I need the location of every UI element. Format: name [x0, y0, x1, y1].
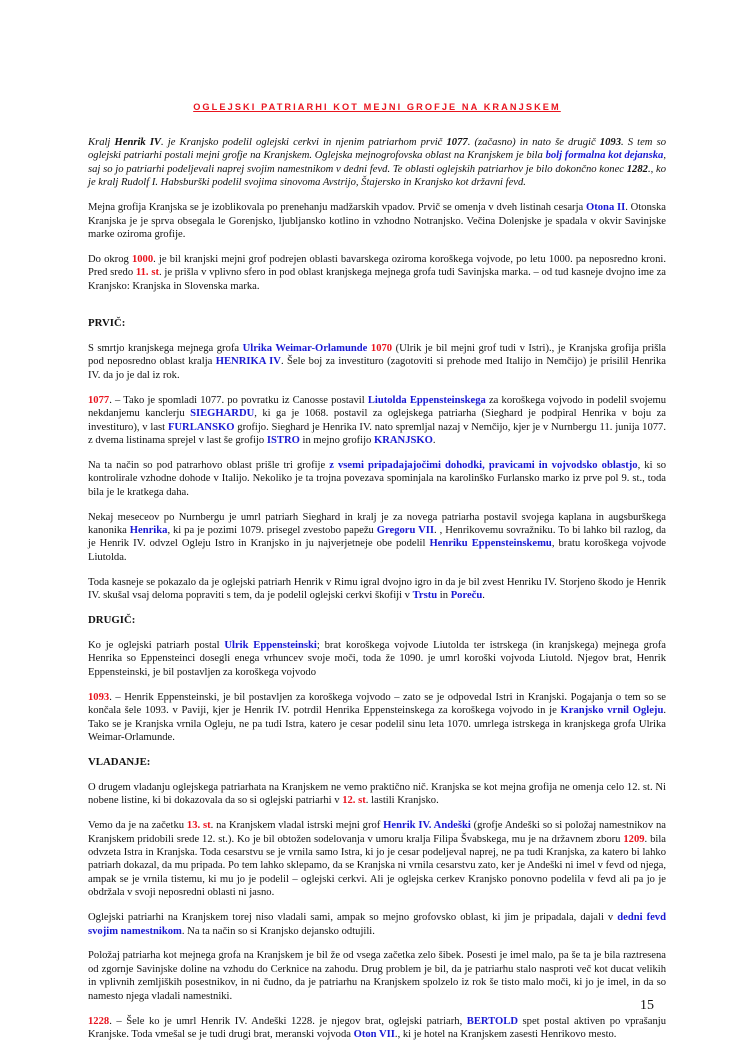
text: . je prišla v vplivno sfero in pod oblast kranjskega mejnega grofa tudi Savinjska marka. – od tud kasneje dvojno ime za Kranjsko: Kranjska in Slovenska marka.: [88, 267, 666, 292]
paragraph: [88, 253, 666, 293]
highlighted-date: 13. st: [186, 820, 211, 832]
text: (Ulrik je bil mejni grof tudi v Istri)., je Kranjska grofija prišla pod neposredno oblast kralja: [88, 343, 666, 368]
text: (grofje Andeški so si položaj namestnikov na Kranjskem pridobili srede 12. st.). Ko je bil obtožen sodelovanja v umoru kralja Filipa Švabskega, mu je na državnem zboru: [88, 820, 666, 845]
text: Ko je oglejski patriarh postal: [88, 640, 225, 652]
text: . Otonska Kranjska je je sprva obsegala le Gorenjsko, ljubljansko kotlino in vzhodno Notranjsko. Večina Dolenjske je spadala v okvir Savinjske marke oziroma grofije.: [88, 202, 666, 240]
text: .: [432, 435, 436, 446]
text: . – Henrik Eppensteinski, je bil postavljen za koroškega vojvodo – zato se je odpovedal Istri in Kranjski. Pogajanja o tem so se končala šele 1093. v Paviji, kjer je Henrik IV. potrdil Henrika Eppensteinskega za koroškega vojvodo in je: [88, 691, 666, 717]
text: , ki so kontrolirale vzhodne dohode v Italijo. Nekoliko je ta trojna povezava spominjala na karolinško Furlansko marko iz prve pol 9. st., toda bila je le kratkega daha.: [88, 459, 666, 498]
highlighted-name: z vsemi pripadajajočimi dohodki, pravicami in vojvodsko oblastjo: [329, 459, 638, 471]
page-number: 15: [640, 998, 654, 1013]
text: , ki ga je 1068. postavil za oglejskega patriarha (Sieghard je podpiral Henrika v boju za investituro), v last: [88, 408, 666, 433]
bold-text: Henrik IV: [114, 137, 162, 148]
highlighted-date: 1070: [370, 343, 393, 355]
text: . bila odvzeta Istra in Kranjska. Toda cesarstvu se je vrnila samo Istra, ki jo je cesar podeljeval naprej, ne pa tudi Kranjska, za katero bi lahko patriarh dokazal, da mu pripada. Po tem lahko sklepamo, da se Kranjska ni vrnila cesarstvu zato, ker je Andeški ni imel v fevd od njega, ampak se je vrnila tistemu, ki mu jo je podelil – oglejski cerkvi. Ali je oglejska cerkev Kranjsko ponovno podelila v fevd ali pa jo je obdržala v svoji neposredni oblasti ni jasno.: [88, 833, 666, 899]
text: . , Henrikovemu sovražniku. To bi lahko bil razlog, da je Henrik IV. odvzel Ogleju Istro in Kranjsko in ju najverjetneje obe podelil: [88, 525, 666, 550]
highlighted-name: bolj formalna kot dejanska: [545, 150, 664, 162]
highlighted-date: 1228: [88, 1015, 110, 1027]
text: . na Kranjskem vladal istrski mejni grof: [210, 820, 384, 832]
highlighted-name: KRANJSKO: [374, 435, 433, 446]
highlighted-date: 1000: [131, 253, 154, 265]
text: Oglejski patriarhi na Kranjskem torej niso vladali sami, ampak so mejno grofovsko oblast, ki jim je pripadala, dajali v: [88, 912, 618, 924]
highlighted-date: 1093: [88, 691, 110, 703]
highlighted-name: dedni fevd svojim namestnikom: [88, 912, 666, 937]
paragraph: [88, 459, 666, 499]
text: in mejno grofijo: [299, 435, 375, 446]
highlighted-name: Gregoru VII: [376, 525, 435, 537]
text: Mejna grofija Kranjska se je izoblikovala po prenehanju madžarskih vpadov. Prvič se omenja v dveh listinah cesarja: [88, 202, 586, 214]
paragraph: [88, 1015, 666, 1042]
highlighted-name: SIEGHARDU: [190, 408, 255, 420]
highlighted-name: Poreču: [450, 590, 483, 602]
text: Kralj: [88, 137, 115, 148]
document-body: [88, 136, 666, 1041]
document-page: [88, 102, 666, 1053]
bold-text: 1077: [446, 137, 468, 148]
paragraph: [88, 201, 666, 241]
text: . je bil kranjski mejni grof podrejen oblasti bavarskega oziroma koroškega vojvode, po letu 1000. pa neposredno kroni. Pred sredo: [88, 253, 666, 279]
text: , saj so jo patriarhi podeljevali naprej svojim namestnikom v dedni fevd. Te oblasti oglejskih patriarhov je bilo dokončno konec: [88, 150, 666, 175]
paragraph: [88, 781, 666, 808]
text: Vemo da je na začetku: [88, 820, 187, 832]
text: za koroškega vojvodo in podelil svojemu nekdanjemu kanclerju: [88, 394, 666, 420]
text: grofijo. Sieghard je Henrika IV. nato spremljal nazaj v Nemčijo, kjer je v Nurnbergu 11. junija 1077. z dvema listinama sprejel v last še grofijo: [88, 421, 666, 446]
text: Na ta način so pod patrarhovo oblast prišle tri grofije: [88, 459, 330, 471]
text: Položaj patriarha kot mejnega grofa na Kranjskem je bil že od vsega začetka zelo šibek. Posesti je imel malo, pa še ta je bila raztresena od zgornje Savinjske doline na vzhodu do Cerknice na zahodu. Drug problem je bil, da je patriarhu stalo nasproti več kot ducat velikih in vplivnih zemljiških posestnikov, in ni čudno, da je patriarhu na Kranjskem spolzelo iz rok še tisto malo moči, ki jo je imel, in da so namesto njega vladali namestniki.: [88, 950, 666, 1002]
highlighted-name: Otona II: [585, 202, 626, 214]
paragraph: [88, 511, 666, 565]
text: , ki pa je pozimi 1079. prisegel zvestobo papežu: [167, 525, 377, 537]
highlighted-name: Kranjsko vrnil Ogleju: [560, 705, 664, 717]
paragraph: [88, 911, 666, 938]
text: . S tem so oglejski patriarhi postali mejni grofje na Kranjskem. Oglejska mejnogrofovska oblast na Kranjskem je bila: [88, 137, 666, 162]
text: O drugem vladanju oglejskega patriarhata na Kranjskem ne vemo praktično nič. Kranjska se kot mejna grofija ne omenja celo 12. st. Ni nobene listine, ki bi dokazovala da so si oglejski patriarhi v: [88, 781, 666, 807]
highlighted-name: Henrika: [129, 525, 168, 537]
highlighted-date: 1077: [88, 394, 110, 406]
text: , bratu koroškega vojvode Liutolda.: [88, 538, 666, 563]
text: . lastili Kranjsko.: [365, 795, 439, 807]
text: . Tako se je Kranjska vrnila Ogleju, ne pa tudi Istra, katero je cesar podelil sinu leta 1070. umrlega istrskega in kranjskega grofa Ulrika Weimar-Orlamunde.: [88, 705, 666, 743]
text: ., ko je kralj Rudolf I. Habsburški podelil svojima sinovoma Avstrijo, Štajersko in Kranjsko kot državni fevd.: [88, 163, 666, 189]
highlighted-name: Henriku Eppensteinskemu: [429, 538, 552, 550]
bold-text: 1093: [599, 137, 621, 148]
highlighted-date: 12. st: [342, 795, 366, 807]
text: S smrtjo kranjskega mejnega grofa: [88, 343, 243, 355]
highlighted-name: Liutolda Eppensteinskega: [367, 394, 486, 406]
paragraph: [88, 691, 666, 745]
paragraph: [88, 949, 666, 1003]
highlighted-name: Oton VII: [353, 1029, 395, 1040]
highlighted-name: Ulrika Weimar-Orlamunde: [242, 343, 368, 355]
text: Nekaj meseceov po Nurnbergu je umrl patriarh Sieghard in kralj je za novega patriarha postavil svojega kaplana in augsburškega kanonika: [88, 511, 666, 537]
text: . je Kranjsko podelil oglejski cerkvi in njenim patriarhom prvič: [161, 137, 447, 148]
page-title: OGLEJSKI PATRIARHI KOT MEJNI GROFJE NA KRANJSKEM: [193, 102, 561, 112]
text: .: [482, 590, 485, 602]
highlighted-name: HENRIKA IV: [215, 356, 281, 368]
paragraph: [88, 576, 666, 603]
text: . – Tako je spomladi 1077. po povratku iz Canosse postavil: [109, 394, 368, 406]
paragraph: [88, 342, 666, 382]
highlighted-date: 11. st: [135, 267, 159, 279]
text: spet postal aktiven po vprašanju Kranjske. Toda vmešal se je tudi drugi brat, meranski vojvoda: [88, 1015, 667, 1040]
section-heading: VLADANJE:: [88, 755, 151, 768]
text: ; brat koroškega vojvode Liutolda ter istrskega (in kranjskega) mejnega grofa Henrika so Eppensteinci dosegli enega vrhuncev svoje moči, toda že 1090. je umrl koroški vojvoda Liutold. Njegov brat, Henrik Eppensteinski, je bil postavljen za koroškega vojvodo: [88, 640, 666, 678]
section-heading: DRUGIČ:: [88, 614, 136, 627]
text: . Šele boj za investituro (zagotoviti si prehode med Italijo in Nemčijo) je prisilil Henrika IV. da jo je dal iz rok.: [88, 356, 666, 381]
highlighted-name: Ulrik Eppensteinski: [224, 640, 317, 652]
text: Do okrog: [88, 253, 132, 265]
highlighted-name: ISTRO: [266, 435, 300, 446]
highlighted-name: BERTOLD: [466, 1015, 519, 1027]
paragraph: [88, 136, 666, 190]
text: in: [437, 590, 451, 602]
text: Toda kasneje se pokazalo da je oglejski patriarh Henrik v Rimu igral dvojno igro in da je bil zvest Henriku IV. Storjeno škodo je Henrik IV. skušal vsaj deloma popraviti s tem, da je podelil oglejski cerkvi škofiji v: [88, 576, 666, 602]
highlighted-name: FURLANSKO: [167, 421, 235, 433]
text: . Na ta način so si Kranjsko dejansko odtujili.: [181, 925, 375, 937]
paragraph: [88, 819, 666, 899]
text: . – Šele ko je umrl Henrik IV. Andeški 1228. je njegov brat, oglejski patriarh,: [109, 1015, 467, 1027]
paragraph: [88, 394, 666, 448]
highlighted-date: 1209: [623, 833, 645, 845]
paragraph: [88, 639, 666, 679]
text: ., ki je hotel na Kranjskem zasesti Henrikovo mesto.: [394, 1029, 617, 1040]
highlighted-name: Henrik IV. Andeški: [383, 820, 471, 832]
section-heading: PRVIČ:: [88, 317, 126, 330]
bold-text: 1282: [626, 163, 648, 175]
text: . (začasno) in nato še drugič: [467, 137, 600, 148]
highlighted-name: Trstu: [412, 590, 438, 602]
